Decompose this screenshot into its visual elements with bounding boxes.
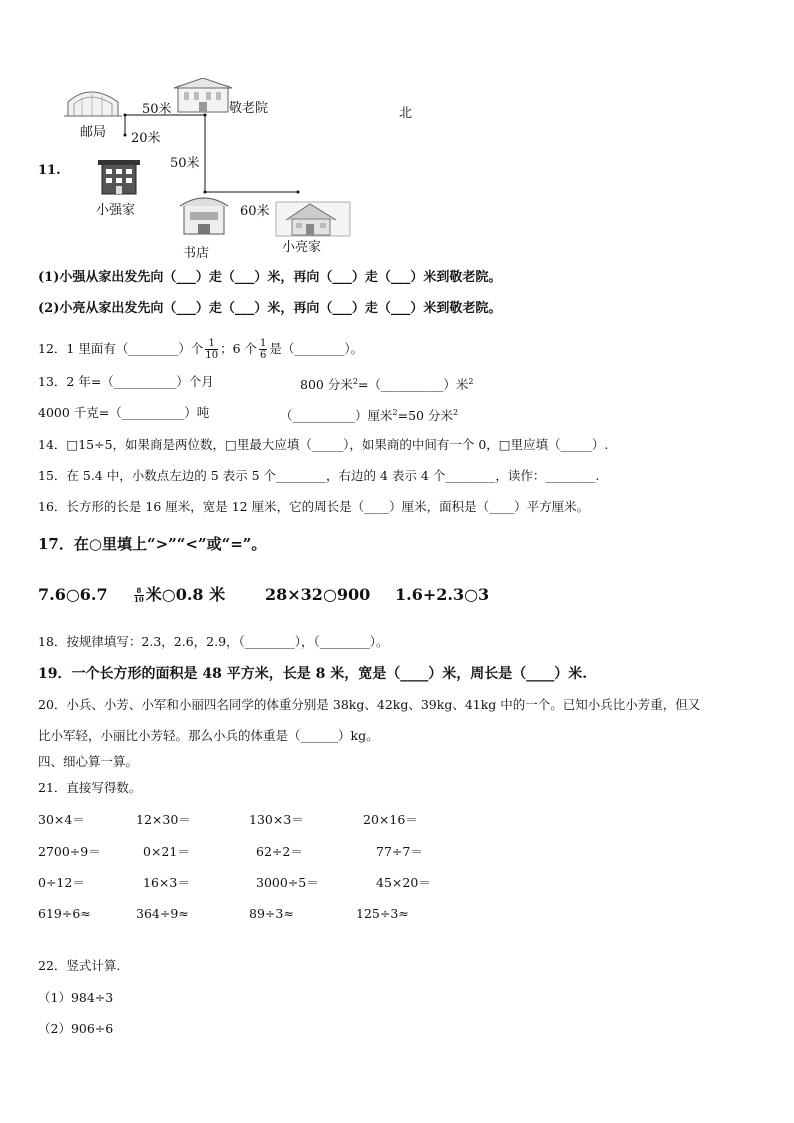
- q21-r3c2: 89÷3≈: [249, 906, 294, 921]
- q13-b: 800 分米$^2$=（__________）米$^2$: [300, 377, 474, 393]
- q12: 12．1 里面有（________）个 $\frac{1}{10}$ ；6 个 $\frac{1}{6}$ 是（________）。: [38, 338, 364, 361]
- label-dist-left: 20米: [131, 131, 161, 146]
- label-dist-bottom: 60米: [240, 204, 270, 219]
- q14: 14．□15÷5，如果商是两位数，□里最大应填（_____），如果商的中间有一个 0，□里应填（_____）.: [38, 437, 609, 452]
- q11-map: [60, 78, 360, 260]
- q21-r0c1: 12×30＝: [136, 812, 191, 827]
- q21-r1c0: 2700÷9＝: [38, 844, 101, 859]
- q22-item-1: （1）984÷3: [38, 990, 114, 1005]
- q11-line2: (2)小亮从家出发先向（___）走（___）米，再向（___）走（___）米到敬老院。: [38, 301, 502, 316]
- q21-r2c0: 0÷12＝: [38, 875, 85, 890]
- label-xiaoqiang-home: 小强家: [96, 203, 136, 218]
- q17-e1: 7.6○6.7: [38, 585, 108, 604]
- xiaoqiang-home-icon: [98, 160, 140, 194]
- q13-d: （__________）厘米$^2$=50 分米$^2$: [280, 408, 459, 424]
- label-post-office: 邮局: [80, 125, 107, 140]
- q11-number: 11.: [38, 163, 61, 178]
- q20-line1: 20．小兵、小芳、小军和小丽四名同学的体重分别是 38kg、42kg、39kg、41kg 中的一个。已知小兵比小芳重，但又: [38, 697, 701, 712]
- q21-r3c1: 364÷9≈: [136, 906, 189, 921]
- q21-r3c0: 619÷6≈: [38, 906, 91, 921]
- q21-r1c1: 0×21＝: [143, 844, 190, 859]
- q21-r0c3: 20×16＝: [363, 812, 418, 827]
- q13-a: 13．2 年=（__________）个月: [38, 374, 214, 389]
- q21-r2c3: 45×20＝: [376, 875, 431, 890]
- label-dist-top: 50米: [142, 102, 172, 117]
- q19: 19．一个长方形的面积是 48 平方米，长是 8 米，宽是（____）米，周长是（____）米.: [38, 666, 588, 682]
- bookstore-icon: [180, 198, 228, 234]
- q17-e3: 28×32○900: [265, 585, 371, 604]
- q21-r1c2: 62÷2＝: [256, 844, 303, 859]
- label-bookstore: 书店: [183, 246, 210, 261]
- q15: 15．在 5.4 中，小数点左边的 5 表示 5 个________，右边的 4 表示 4 个________，读作：________.: [38, 468, 600, 483]
- label-dist-mid: 50米: [170, 156, 200, 171]
- q22-item-2: （2）906÷6: [38, 1021, 114, 1036]
- q17-e2: $\frac{8}{10}$ 米○0.8 米: [134, 585, 226, 604]
- label-nursing-home: 敬老院: [229, 101, 269, 116]
- q17-title: 17．在○里填上“>”“<”或“=”。: [38, 535, 267, 553]
- q21-r1c3: 77÷7＝: [376, 844, 423, 859]
- q22-title: 22．竖式计算.: [38, 958, 121, 973]
- label-north: 北: [399, 106, 413, 121]
- q21-r0c0: 30×4＝: [38, 812, 85, 827]
- q16: 16．长方形的长是 16 厘米，宽是 12 厘米，它的周长是（____）厘米，面积是（____）平方厘米。: [38, 499, 590, 514]
- fraction-8-10: $\frac{8}{10}$: [134, 586, 144, 604]
- q13-c: 4000 千克=（__________）吨: [38, 405, 210, 420]
- xiaoliang-home-icon: [276, 202, 350, 236]
- q20-line2: 比小军轻，小丽比小芳轻。那么小兵的体重是（______）kg。: [38, 728, 379, 743]
- post-office-icon: [64, 92, 122, 116]
- q11-line1: (1)小强从家出发先向（___）走（___）米，再向（___）走（___）米到敬老院。: [38, 270, 502, 285]
- q21-r2c1: 16×3＝: [143, 875, 190, 890]
- q17-e4: 1.6+2.3○3: [395, 585, 490, 604]
- q21-r3c3: 125÷3≈: [356, 906, 409, 921]
- section-four-heading: 四、细心算一算。: [38, 754, 139, 769]
- q21-title: 21．直接写得数。: [38, 780, 142, 795]
- q21-r0c2: 130×3＝: [249, 812, 304, 827]
- fraction-1-10: $\frac{1}{10}$: [205, 338, 219, 361]
- label-xiaoliang-home: 小亮家: [282, 240, 322, 255]
- q21-r2c2: 3000÷5＝: [256, 875, 319, 890]
- nursing-home-icon: [174, 78, 232, 112]
- q18: 18．按规律填写：2.3，2.6，2.9，（________），（________）。: [38, 634, 389, 649]
- fraction-1-6: $\frac{1}{6}$: [260, 338, 267, 361]
